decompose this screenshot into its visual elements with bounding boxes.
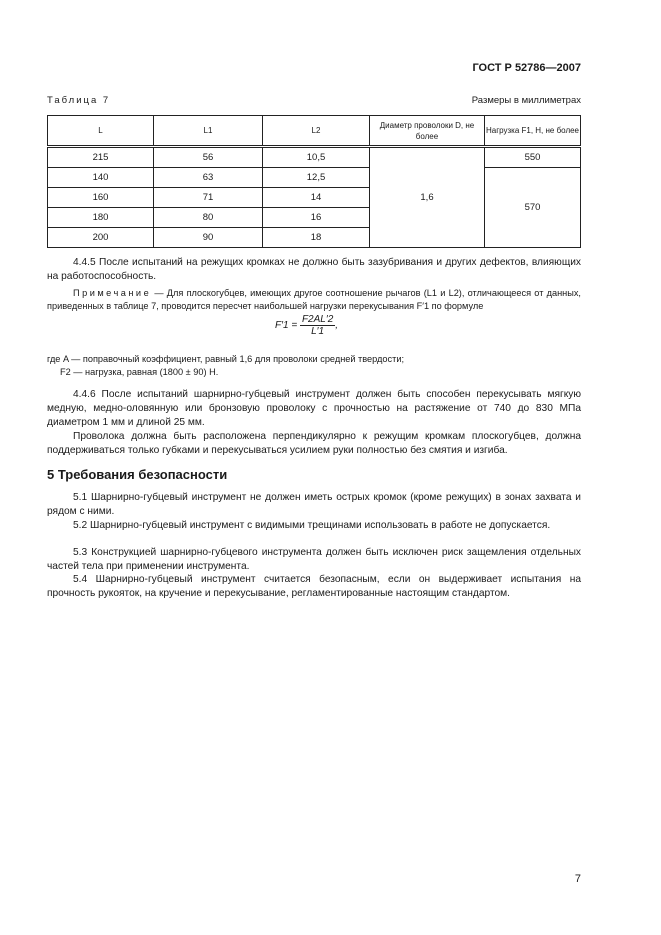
cell: 160 bbox=[48, 188, 154, 208]
paragraph-5-1: 5.1 Шарнирно-губцевый инструмент не должен иметь острых кромок (кроме режущих) в зонах захвата и рядом с ними. bbox=[47, 492, 581, 517]
cell-load: 550 bbox=[485, 147, 581, 168]
col-header: L bbox=[48, 116, 154, 147]
cell: 56 bbox=[154, 147, 263, 168]
paragraph-5-2: 5.2 Шарнирно-губцевый инструмент с видимыми трещинами использовать в работе не допускается. bbox=[73, 520, 551, 531]
paragraph-4-4-6: 4.4.6 После испытаний шарнирно-губцевый инструмент должен быть способен перекусывать мягкую медную, медно-оловянную или бронзовую проволоку с прочностью на растяжение от 740 до 830 МПа диаметром 1 мм и длиной 25 мм. bbox=[47, 389, 581, 428]
table-row bbox=[48, 168, 581, 188]
paragraph-wire: Проволока должна быть расположена перпендикулярно к режущим кромкам плоскогубцев, должна поддерживаться только губками и перекусываться усилием руки полностью без смятия и изгиба. bbox=[47, 431, 581, 456]
table-row bbox=[48, 147, 581, 168]
paragraph-4-4-5: 4.4.5 После испытаний на режущих кромках не должно быть зазубривания и других дефектов, влияющих на работоспособность. bbox=[47, 257, 581, 282]
note-label: Примечание bbox=[73, 288, 152, 298]
col-header: Нагрузка F1, Н, не более bbox=[485, 116, 581, 147]
section-heading: 5 Требования безопасности bbox=[47, 467, 228, 482]
cell: 14 bbox=[263, 188, 370, 208]
cell: 16 bbox=[263, 208, 370, 228]
formula-numerator: F2AL′2 bbox=[301, 314, 334, 325]
cell: 71 bbox=[154, 188, 263, 208]
note-text: — Для плоскогубцев, имеющих другое соотношение рычагов (L1 и L2), отличающееся от данных, приведенных в таблице 7, проводится пересчет наибольшей нагрузки перекусывания F′1 по формуле bbox=[47, 288, 581, 311]
data-table bbox=[47, 115, 581, 248]
formula-tail: , bbox=[335, 320, 339, 332]
cell: 18 bbox=[263, 228, 370, 248]
col-header: L2 bbox=[263, 116, 370, 147]
table-header-row bbox=[48, 116, 581, 147]
where-line-1: где A — поправочный коэффициент, равный 1,6 для проволоки средней твердости; bbox=[47, 354, 405, 364]
cell-diameter: 1,6 bbox=[370, 147, 485, 248]
cell: 80 bbox=[154, 208, 263, 228]
cell: 140 bbox=[48, 168, 154, 188]
note bbox=[47, 287, 581, 313]
cell: 63 bbox=[154, 168, 263, 188]
cell: 215 bbox=[48, 147, 154, 168]
formula-denominator: L′1 bbox=[311, 326, 325, 337]
standard-header: ГОСТ Р 52786—2007 bbox=[472, 62, 581, 74]
paragraph-5-4: 5.4 Шарнирно-губцевый инструмент считается безопасным, если он выдерживает испытания на прочность рукояток, на кручение и перекусывание, регламентированные настоящим стандартом. bbox=[47, 574, 581, 599]
formula-fraction bbox=[300, 314, 335, 337]
cell-load: 570 bbox=[485, 168, 581, 248]
page-number: 7 bbox=[574, 873, 581, 885]
table-caption: Таблица 7 bbox=[47, 95, 111, 106]
col-header: L1 bbox=[154, 116, 263, 147]
formula bbox=[275, 314, 338, 337]
formula-lhs: F′1 = bbox=[275, 320, 298, 332]
cell: 90 bbox=[154, 228, 263, 248]
cell: 12,5 bbox=[263, 168, 370, 188]
col-header: Диаметр проволоки D, не более bbox=[370, 116, 485, 147]
where-line-2: F2 — нагрузка, равная (1800 ± 90) Н. bbox=[60, 367, 219, 377]
cell: 180 bbox=[48, 208, 154, 228]
paragraph-5-3: 5.3 Конструкцией шарнирно-губцевого инструмента должен быть исключен риск защемления отдельных частей тела при применении инструмента. bbox=[47, 547, 581, 572]
table-units: Размеры в миллиметрах bbox=[471, 95, 581, 106]
cell: 10,5 bbox=[263, 147, 370, 168]
cell: 200 bbox=[48, 228, 154, 248]
